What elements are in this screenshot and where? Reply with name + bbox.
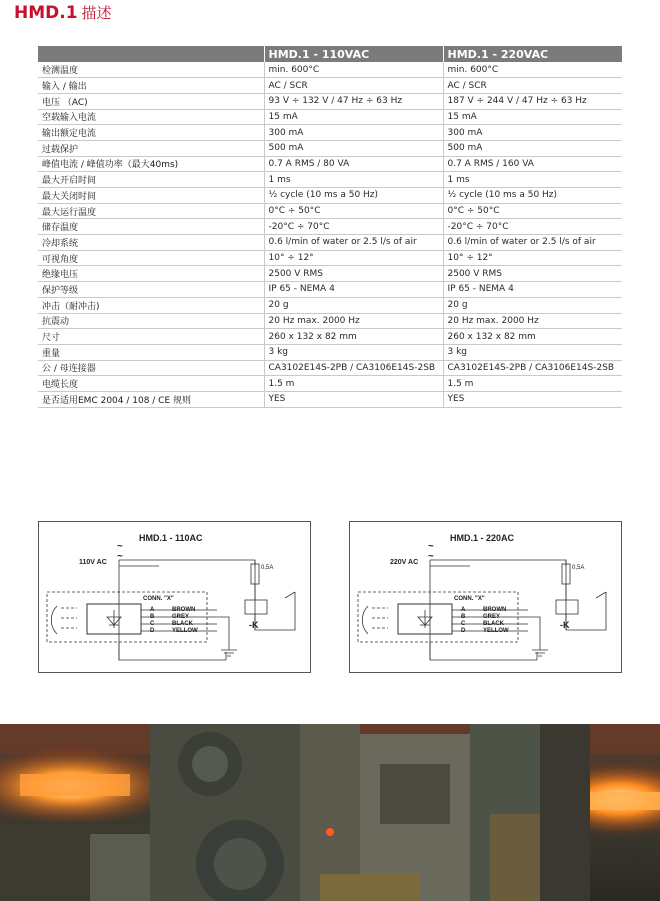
table-row [38,188,622,204]
table-row [38,109,622,125]
wiring-diagram-110ac-drawing [39,522,312,674]
spec-value-220vac: 0°C ÷ 50°C [443,203,622,219]
spec-value-220vac: 20 Hz max. 2000 Hz [443,313,622,329]
wire-grey: GREY [483,614,501,620]
connector-label: CONN. "X" [143,596,174,602]
supply-voltage-label: 220V AC [390,559,419,566]
wire-yellow: YELLOW [172,628,198,634]
table-row [38,329,622,345]
ac-tilde-top: ~ [428,541,434,552]
column-header-220vac: HMD.1 - 220VAC [443,46,622,62]
spec-value-110vac: 1 ms [264,172,443,188]
spec-value-220vac: 1.5 m [443,376,622,392]
pin-a: A [461,607,466,613]
wire-black: BLACK [172,621,193,627]
spec-value-110vac: 93 V ÷ 132 V / 47 Hz ÷ 63 Hz [264,93,443,109]
pin-d: D [461,628,466,634]
spec-value-110vac: 0.6 l/min of water or 2.5 l/s of air [264,235,443,251]
wire-brown: BROWN [483,607,507,613]
ac-tilde-bottom: ~ [117,551,123,562]
spec-value-110vac: 2500 V RMS [264,266,443,282]
spec-label: 输出额定电流 [38,125,264,141]
table-row [38,266,622,282]
spec-value-220vac: CA3102E14S-2PB / CA3106E14S-2SB [443,360,622,376]
spec-value-110vac: 10° ÷ 12° [264,250,443,266]
spec-table-body [38,62,622,407]
spec-label: 可视角度 [38,250,264,266]
relay-label: -K [560,620,570,630]
spec-label: 抗震动 [38,313,264,329]
spec-value-110vac: AC / SCR [264,78,443,94]
diagram-title: HMD.1 - 220AC [450,533,515,543]
column-header-110vac: HMD.1 - 110VAC [264,46,443,62]
spec-value-220vac: 300 mA [443,125,622,141]
pin-b: B [150,614,155,620]
table-row [38,313,622,329]
spec-value-220vac: AC / SCR [443,78,622,94]
spec-value-220vac: ½ cycle (10 ms a 50 Hz) [443,188,622,204]
spec-value-110vac: min. 600°C [264,62,443,78]
wire-brown: BROWN [172,607,196,613]
spec-value-110vac: 3 kg [264,344,443,360]
ac-tilde-bottom: ~ [428,551,434,562]
spec-label: 绝缘电压 [38,266,264,282]
spec-label: 储存温度 [38,219,264,235]
wire-yellow: YELLOW [483,628,509,634]
spec-value-220vac: -20°C ÷ 70°C [443,219,622,235]
table-row [38,376,622,392]
spec-label: 尺寸 [38,329,264,345]
spec-value-220vac: 15 mA [443,109,622,125]
spec-value-110vac: 1.5 m [264,376,443,392]
spec-value-220vac: 20 g [443,297,622,313]
table-row [38,203,622,219]
spec-value-110vac: -20°C ÷ 70°C [264,219,443,235]
spec-value-220vac: 500 mA [443,140,622,156]
spec-value-110vac: 500 mA [264,140,443,156]
spec-value-220vac: 1 ms [443,172,622,188]
spec-value-220vac: 3 kg [443,344,622,360]
spec-label: 重量 [38,344,264,360]
ac-tilde-top: ~ [117,541,123,552]
table-row [38,360,622,376]
spec-value-220vac: 10° ÷ 12° [443,250,622,266]
spec-value-220vac: 0.6 l/min of water or 2.5 l/s of air [443,235,622,251]
table-row [38,282,622,298]
pin-b: B [461,614,466,620]
supply-voltage-label: 110V AC [79,559,107,566]
fuse-label: 0,5A [572,565,585,571]
connector-label: CONN. "X" [454,596,485,602]
spec-value-220vac: IP 65 - NEMA 4 [443,282,622,298]
spec-label: 峰值电流 / 峰值功率（最大40ms) [38,156,264,172]
table-row [38,297,622,313]
spec-value-220vac: 187 V ÷ 244 V / 47 Hz ÷ 63 Hz [443,93,622,109]
spec-label: 最大关闭时间 [38,188,264,204]
pin-a: A [150,607,155,613]
spec-label: 过载保护 [38,140,264,156]
spec-value-110vac: 300 mA [264,125,443,141]
spec-label: 保护等级 [38,282,264,298]
spec-value-220vac: 260 x 132 x 82 mm [443,329,622,345]
wiring-diagram-220ac-drawing [350,522,623,674]
spec-value-110vac: CA3102E14S-2PB / CA3106E14S-2SB [264,360,443,376]
steel-mill-illustration [0,724,660,901]
spec-label: 空载输入电流 [38,109,264,125]
spec-label: 公 / 母连接器 [38,360,264,376]
spec-label: 冷却系统 [38,235,264,251]
spec-table [38,46,622,408]
spec-label: 冲击（耐冲击) [38,297,264,313]
spec-value-110vac: IP 65 - NEMA 4 [264,282,443,298]
spec-value-110vac: 0°C ÷ 50°C [264,203,443,219]
table-row [38,172,622,188]
table-row [38,93,622,109]
pin-c: C [150,621,155,627]
product-name: HMD.1 [14,3,78,23]
page-title [14,2,112,23]
spec-value-110vac: 260 x 132 x 82 mm [264,329,443,345]
steel-mill-photo [0,724,660,901]
table-row [38,78,622,94]
spec-label: 电压 （AC) [38,93,264,109]
page-subtitle: 描述 [81,4,112,22]
table-row [38,62,622,78]
column-header-label [38,46,264,62]
spec-label: 是否适用EMC 2004 / 108 / CE 规则 [38,391,264,407]
table-row [38,391,622,407]
spec-value-220vac: 0.7 A RMS / 160 VA [443,156,622,172]
fuse-label: 0,5A [261,565,274,571]
spec-label: 最大运行温度 [38,203,264,219]
table-row [38,219,622,235]
spec-value-110vac: 20 g [264,297,443,313]
spec-value-110vac: 0.7 A RMS / 80 VA [264,156,443,172]
wire-grey: GREY [172,614,190,620]
table-row [38,140,622,156]
wiring-diagram-220ac [349,521,622,673]
spec-value-110vac: 15 mA [264,109,443,125]
wiring-diagram-110ac [38,521,311,673]
wire-black: BLACK [483,621,504,627]
table-row [38,125,622,141]
spec-value-110vac: 20 Hz max. 2000 Hz [264,313,443,329]
spec-label: 电缆长度 [38,376,264,392]
spec-value-220vac: min. 600°C [443,62,622,78]
relay-label: -K [249,620,259,630]
spec-value-110vac: ½ cycle (10 ms a 50 Hz) [264,188,443,204]
pin-d: D [150,628,155,634]
spec-label: 输入 / 输出 [38,78,264,94]
table-header-row [38,46,622,62]
table-row [38,156,622,172]
diagram-title: HMD.1 - 110AC [139,533,203,543]
spec-value-110vac: YES [264,391,443,407]
spec-label: 最大开启时间 [38,172,264,188]
spec-label: 检测温度 [38,62,264,78]
spec-value-220vac: 2500 V RMS [443,266,622,282]
pin-c: C [461,621,466,627]
table-row [38,235,622,251]
table-row [38,344,622,360]
spec-value-220vac: YES [443,391,622,407]
table-row [38,250,622,266]
